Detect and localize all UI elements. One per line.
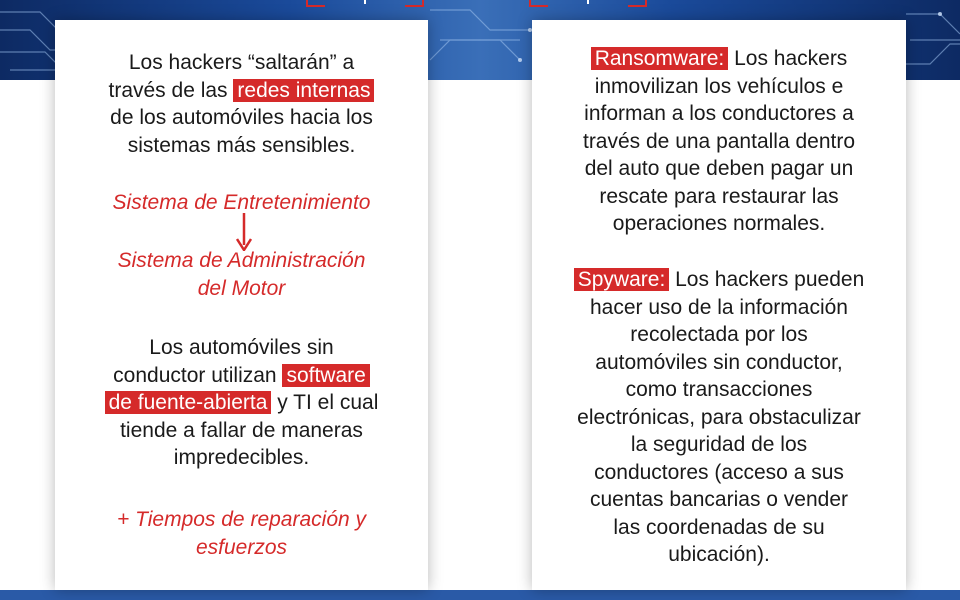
line: rescate para restaurar las — [599, 184, 839, 208]
line: Los automóviles sin — [149, 336, 334, 359]
line: de los automóviles hacia los — [110, 106, 373, 129]
highlight-spyware: Spyware: — [574, 268, 670, 291]
line: Los hackers “saltarán” a — [128, 51, 355, 74]
line: cuentas bancarias o vender — [590, 488, 848, 511]
highlight-internal-networks: redes internas — [233, 79, 374, 102]
line: esfuerzos — [195, 535, 288, 559]
line: del auto que deben pagar un — [584, 157, 854, 180]
line: electrónicas, para obstaculizar — [577, 405, 861, 429]
internal-networks-paragraph — [55, 49, 428, 159]
line: través de una pantalla dentro — [582, 129, 856, 153]
line: impredecibles. — [173, 446, 310, 469]
repair-time-note — [55, 506, 428, 561]
line: del Motor — [197, 276, 286, 300]
text-span: y TI el cual — [271, 391, 379, 414]
line: hacer uso de la información — [590, 295, 848, 319]
line: sistemas más sensibles. — [127, 133, 356, 157]
highlight-ransomware: Ransomware: — [591, 47, 729, 70]
highlight-open-source: de fuente-abierta — [105, 391, 272, 414]
flow-source-system: Sistema de Entretenimiento — [112, 191, 371, 214]
bracket-mark-right — [528, 0, 648, 8]
line: operaciones normales. — [612, 212, 826, 235]
text-span: Los hackers — [728, 47, 848, 70]
line — [55, 389, 428, 417]
bottom-blue-bar — [0, 590, 960, 600]
open-source-paragraph — [55, 334, 428, 472]
line: tiende a fallar de maneras — [120, 418, 363, 442]
text-span: conductor utilizan — [113, 363, 277, 387]
line: conductores (acceso a sus — [594, 460, 844, 484]
line: como transacciones — [625, 378, 813, 401]
line: automóviles sin conductor, — [595, 350, 843, 374]
line: ubicación). — [668, 543, 770, 566]
left-info-card — [55, 20, 428, 590]
line: + Tiempos de reparación y — [116, 508, 367, 531]
down-arrow-icon — [236, 213, 252, 251]
flow-target-system — [55, 247, 428, 302]
line — [532, 266, 906, 294]
bracket-mark-left — [305, 0, 425, 8]
line: inmovilizan los vehículos e — [594, 74, 844, 98]
line: Sistema de Administración — [117, 249, 366, 272]
text-span: Los hackers pueden — [669, 268, 865, 291]
text-span: través de las — [108, 78, 228, 102]
line — [55, 362, 428, 390]
line: recolectada por los — [630, 323, 808, 346]
line: la seguridad de los — [630, 433, 808, 456]
line — [532, 45, 906, 73]
right-info-card — [532, 20, 906, 590]
spyware-paragraph — [532, 266, 906, 569]
ransomware-paragraph — [532, 45, 906, 238]
line: informan a los conductores a — [584, 102, 854, 125]
line: las coordenadas de su — [613, 515, 825, 539]
highlight-software: software — [282, 364, 369, 387]
line — [55, 77, 428, 105]
